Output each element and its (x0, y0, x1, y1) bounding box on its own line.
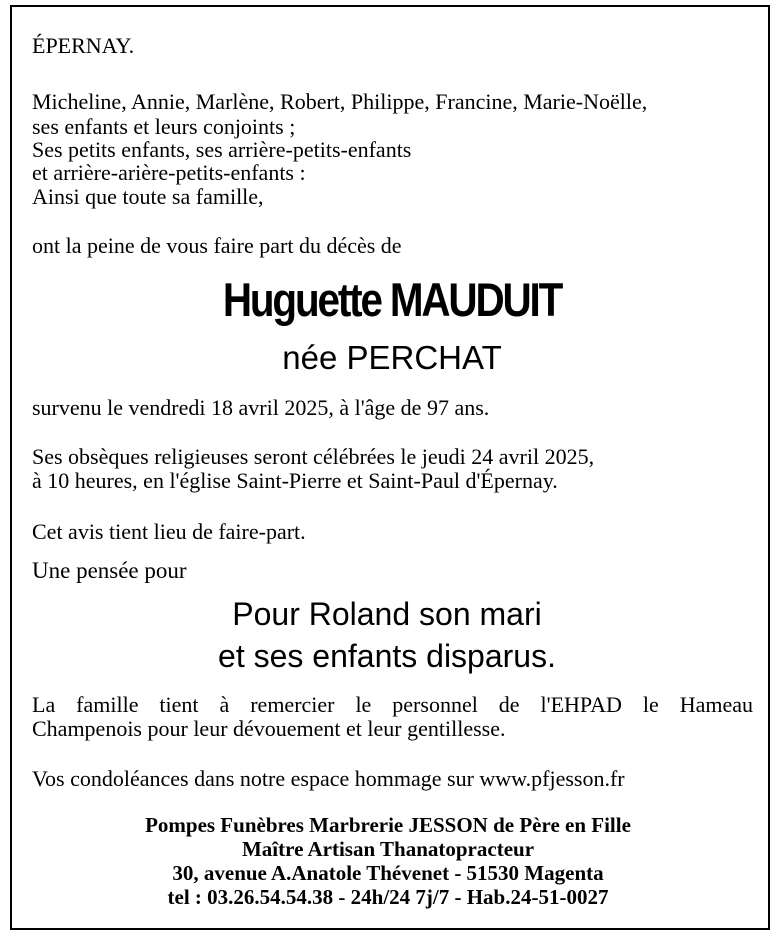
announcement: ont la peine de vous faire part du décès de (32, 233, 402, 258)
deceased-name: Huguette MAUDUIT (222, 273, 562, 326)
thanks-line-2: Champenois pour leur dévouement et leur gentillesse. (32, 716, 506, 741)
funeral-home-name: Pompes Funèbres Marbrerie JESSON de Père en Fille (145, 813, 631, 837)
condolences: Vos condoléances dans notre espace hommage sur www.pfjesson.fr (32, 766, 625, 791)
thanks-line-1: La famille tient à remercier le personnel de l'EHPAD le Hameau (32, 692, 753, 717)
funeral-home-address: 30, avenue A.Anatole Thévenet - 51530 Magenta (172, 861, 604, 885)
location: ÉPERNAY. (32, 33, 135, 58)
notice-note: Cet avis tient lieu de faire-part. (32, 519, 306, 544)
family-line-5: Ainsi que toute sa famille, (32, 184, 264, 209)
thought-intro: Une pensée pour (32, 558, 187, 583)
funeral-line-2: à 10 heures, en l'église Saint-Pierre et Saint-Paul d'Épernay. (32, 468, 558, 493)
death-notice: survenu le vendredi 18 avril 2025, à l'âge de 97 ans. (32, 395, 490, 420)
family-line-1: Micheline, Annie, Marlène, Robert, Philippe, Francine, Marie-Noëlle, (32, 89, 648, 114)
family-line-3: Ses petits enfants, ses arrière-petits-enfants (32, 137, 412, 162)
funeral-home-title: Maître Artisan Thanatopracteur (241, 837, 535, 861)
family-line-2: ses enfants et leurs conjoints ; (32, 114, 296, 139)
funeral-line-1: Ses obsèques religieuses seront célébrées le jeudi 24 avril 2025, (32, 444, 595, 469)
tribute-line-2: et ses enfants disparus. (218, 638, 556, 674)
tribute-line-1: Pour Roland son mari (232, 596, 542, 632)
deceased-maiden-name: née PERCHAT (282, 339, 502, 376)
funeral-home-contact: tel : 03.26.54.54.38 - 24h/24 7j/7 - Hab.24-51-0027 (167, 885, 609, 909)
family-line-4: et arrière-arière-petits-enfants : (32, 160, 306, 185)
